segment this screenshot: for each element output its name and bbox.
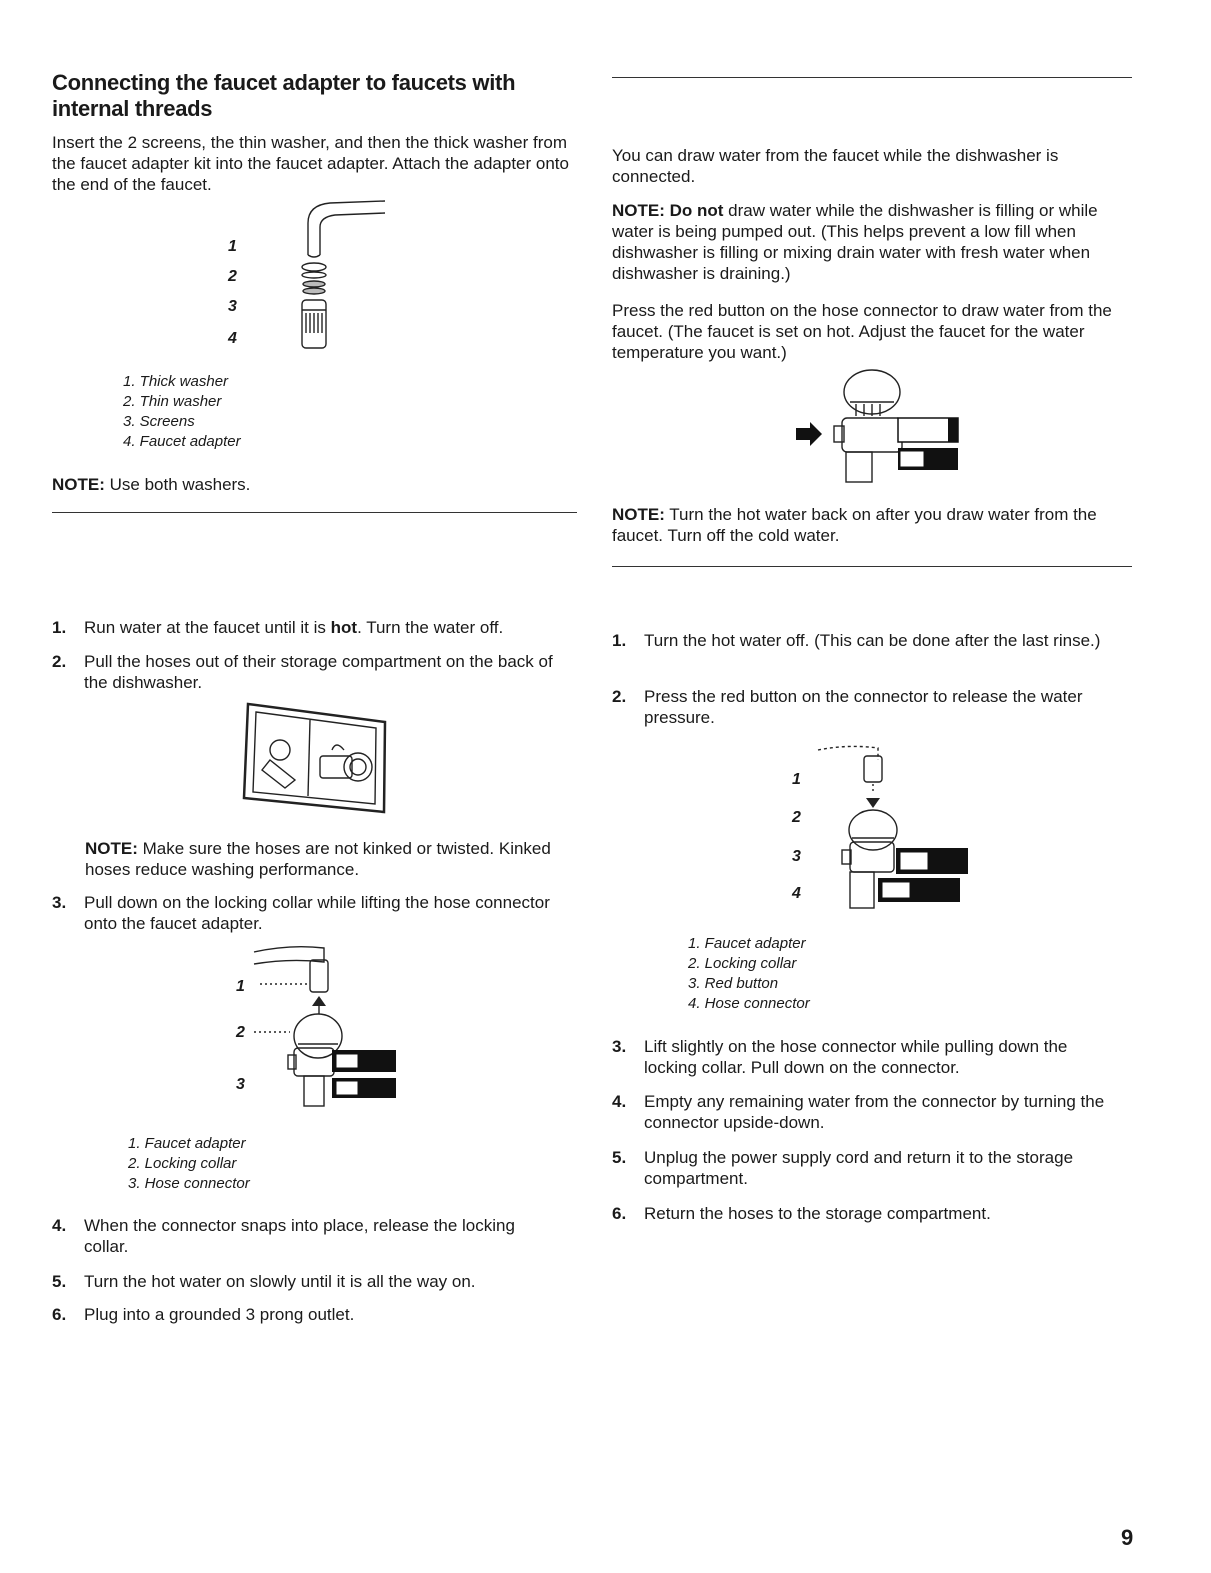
figure3-number-2: 2 <box>236 1024 245 1041</box>
right-figure-captions: 1. Faucet adapter 2. Locking collar 3. Red button 4. Hose connector <box>688 935 810 1012</box>
red-button-draw-water-illustration <box>790 366 965 486</box>
left-step-1: 1. Run water at the faucet until it is hot. Turn the water off. <box>52 618 504 637</box>
right-figure-number-2: 2 <box>792 809 801 826</box>
figure1-number-4: 4 <box>228 330 237 347</box>
right-figure-number-4: 4 <box>792 885 801 902</box>
right-step-5: 5. Unplug the power supply cord and return it to the storage compartment. <box>612 1148 1074 1188</box>
left-step-3: 3. Pull down on the locking collar while lifting the hose connector onto the faucet adapter. <box>52 893 550 933</box>
right-figure-number-3: 3 <box>792 848 801 865</box>
note-use-both-washers: NOTE: Use both washers. <box>52 475 251 494</box>
right-step-2: 2. Press the red button on the connector to release the water pressure. <box>612 687 1083 727</box>
left-step-5: 5. Turn the hot water on slowly until it is all the way on. <box>52 1272 476 1291</box>
figure3-number-3: 3 <box>236 1076 245 1093</box>
release-connector-illustration <box>808 738 973 913</box>
press-red-button-paragraph: Press the red button on the hose connector to draw water from the faucet. (The faucet is set on hot. Adjust the faucet for the water temperature you want.) <box>612 301 1112 362</box>
figure3-number-1: 1 <box>236 978 245 995</box>
figure1-captions: 1. Thick washer 2. Thin washer 3. Screens 4. Faucet adapter <box>123 373 241 450</box>
right-divider-rule <box>612 566 1132 567</box>
note-do-not-draw-water: NOTE: Do not draw water while the dishwasher is filling or while water is being pumped out. (This helps prevent a low fill when dishwasher is filling or mixing drain water with fresh water when dishwasher is draining.) <box>612 201 1098 283</box>
intro-paragraph: Insert the 2 screens, the thin washer, and then the thick washer from the faucet adapter kit into the faucet adapter. Attach the adapter onto the end of the faucet. <box>52 133 569 194</box>
faucet-adapter-parts-illustration <box>290 195 400 360</box>
note-hoses-not-kinked: NOTE: Make sure the hoses are not kinked or twisted. Kinked hoses reduce washing performance. <box>85 839 551 879</box>
section-heading: Connecting the faucet adapter to faucets with internal threads <box>52 70 516 121</box>
note-turn-hot-water-back-on: NOTE: Turn the hot water back on after you draw water from the faucet. Turn off the cold water. <box>612 505 1097 545</box>
right-figure-number-1: 1 <box>792 771 801 788</box>
figure1-number-1: 1 <box>228 238 237 255</box>
attach-hose-connector-illustration <box>250 940 400 1115</box>
right-top-rule <box>612 77 1132 78</box>
left-step-6: 6. Plug into a grounded 3 prong outlet. <box>52 1305 355 1324</box>
right-step-6: 6. Return the hoses to the storage compartment. <box>612 1204 991 1223</box>
hose-storage-compartment-illustration <box>240 700 390 815</box>
figure1-number-2: 2 <box>228 268 237 285</box>
draw-water-paragraph: You can draw water from the faucet while the dishwasher is connected. <box>612 146 1059 186</box>
right-step-1: 1. Turn the hot water off. (This can be done after the last rinse.) <box>612 631 1101 650</box>
right-step-4: 4. Empty any remaining water from the connector by turning the connector upside-down. <box>612 1092 1105 1132</box>
left-step-4: 4. When the connector snaps into place, release the locking collar. <box>52 1216 515 1256</box>
right-step-3: 3. Lift slightly on the hose connector while pulling down the locking collar. Pull down on the connector. <box>612 1037 1068 1077</box>
figure3-captions: 1. Faucet adapter 2. Locking collar 3. Hose connector <box>128 1135 250 1192</box>
left-divider-rule <box>52 512 577 513</box>
left-step-2: 2. Pull the hoses out of their storage compartment on the back of the dishwasher. <box>52 652 553 692</box>
figure1-number-3: 3 <box>228 298 237 315</box>
page-number: 9 <box>1121 1525 1134 1550</box>
